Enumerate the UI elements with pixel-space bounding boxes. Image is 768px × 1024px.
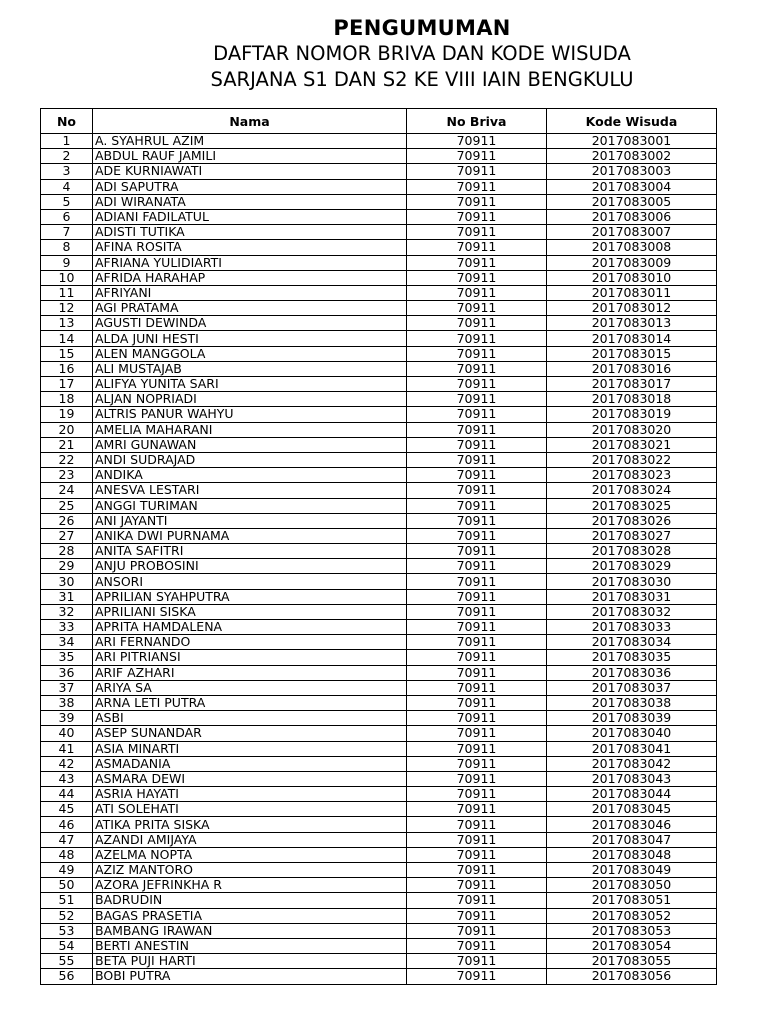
row-number: 24 xyxy=(41,483,93,498)
student-name: ATIKA PRITA SISKA xyxy=(93,817,407,832)
row-number: 23 xyxy=(41,468,93,483)
briva-number: 70911 xyxy=(407,407,547,422)
graduation-code: 2017083016 xyxy=(547,361,717,376)
table-row xyxy=(41,969,717,984)
student-name: AZORA JEFRINKHA R xyxy=(93,878,407,893)
briva-number: 70911 xyxy=(407,863,547,878)
row-number: 18 xyxy=(41,392,93,407)
table-row xyxy=(41,316,717,331)
briva-number: 70911 xyxy=(407,969,547,984)
row-number: 28 xyxy=(41,544,93,559)
briva-number: 70911 xyxy=(407,164,547,179)
briva-number: 70911 xyxy=(407,878,547,893)
row-number: 39 xyxy=(41,711,93,726)
graduation-code: 2017083005 xyxy=(547,194,717,209)
table-row xyxy=(41,938,717,953)
graduation-code: 2017083044 xyxy=(547,787,717,802)
table-row xyxy=(41,893,717,908)
graduation-code: 2017083056 xyxy=(547,969,717,984)
student-name: AGI PRATAMA xyxy=(93,301,407,316)
table-row xyxy=(41,422,717,437)
table-row xyxy=(41,285,717,300)
graduation-code: 2017083024 xyxy=(547,483,717,498)
graduation-code: 2017083028 xyxy=(547,544,717,559)
row-number: 50 xyxy=(41,878,93,893)
row-number: 32 xyxy=(41,604,93,619)
row-number: 26 xyxy=(41,513,93,528)
briva-number: 70911 xyxy=(407,528,547,543)
row-number: 56 xyxy=(41,969,93,984)
briva-number: 70911 xyxy=(407,832,547,847)
row-number: 41 xyxy=(41,741,93,756)
graduation-code: 2017083018 xyxy=(547,392,717,407)
student-name: ALEN MANGGOLA xyxy=(93,346,407,361)
table-row xyxy=(41,863,717,878)
table-row xyxy=(41,908,717,923)
row-number: 31 xyxy=(41,589,93,604)
briva-number: 70911 xyxy=(407,346,547,361)
graduation-code: 2017083017 xyxy=(547,377,717,392)
row-number: 25 xyxy=(41,498,93,513)
student-name: ARI PITRIANSI xyxy=(93,650,407,665)
student-name: ASEP SUNANDAR xyxy=(93,726,407,741)
student-name: ANGGI TURIMAN xyxy=(93,498,407,513)
student-name: ANDIKA xyxy=(93,468,407,483)
briva-number: 70911 xyxy=(407,923,547,938)
student-name: BOBI PUTRA xyxy=(93,969,407,984)
graduates-table xyxy=(40,108,717,985)
student-name: APRILIAN SYAHPUTRA xyxy=(93,589,407,604)
briva-number: 70911 xyxy=(407,787,547,802)
graduation-code: 2017083010 xyxy=(547,270,717,285)
table-row xyxy=(41,483,717,498)
table-row xyxy=(41,346,717,361)
row-number: 4 xyxy=(41,179,93,194)
row-number: 2 xyxy=(41,149,93,164)
row-number: 45 xyxy=(41,802,93,817)
student-name: ASMADANIA xyxy=(93,756,407,771)
row-number: 16 xyxy=(41,361,93,376)
student-name: ASRIA HAYATI xyxy=(93,787,407,802)
graduation-code: 2017083006 xyxy=(547,209,717,224)
briva-number: 70911 xyxy=(407,452,547,467)
row-number: 40 xyxy=(41,726,93,741)
row-number: 6 xyxy=(41,209,93,224)
row-number: 38 xyxy=(41,695,93,710)
row-number: 19 xyxy=(41,407,93,422)
table-row xyxy=(41,559,717,574)
row-number: 55 xyxy=(41,954,93,969)
student-name: ARNA LETI PUTRA xyxy=(93,695,407,710)
briva-number: 70911 xyxy=(407,680,547,695)
briva-number: 70911 xyxy=(407,301,547,316)
student-name: ADI SAPUTRA xyxy=(93,179,407,194)
row-number: 42 xyxy=(41,756,93,771)
table-row xyxy=(41,695,717,710)
graduation-code: 2017083052 xyxy=(547,908,717,923)
student-name: ADI WIRANATA xyxy=(93,194,407,209)
table-row xyxy=(41,756,717,771)
header-kode-wisuda: Kode Wisuda xyxy=(547,109,717,134)
row-number: 10 xyxy=(41,270,93,285)
table-row xyxy=(41,544,717,559)
briva-number: 70911 xyxy=(407,240,547,255)
briva-number: 70911 xyxy=(407,285,547,300)
row-number: 34 xyxy=(41,635,93,650)
briva-number: 70911 xyxy=(407,635,547,650)
student-name: ANESVA LESTARI xyxy=(93,483,407,498)
graduation-code: 2017083011 xyxy=(547,285,717,300)
row-number: 12 xyxy=(41,301,93,316)
table-row xyxy=(41,741,717,756)
briva-number: 70911 xyxy=(407,422,547,437)
graduation-code: 2017083002 xyxy=(547,149,717,164)
student-name: ADIANI FADILATUL xyxy=(93,209,407,224)
briva-number: 70911 xyxy=(407,711,547,726)
briva-number: 70911 xyxy=(407,270,547,285)
table-row xyxy=(41,301,717,316)
briva-number: 70911 xyxy=(407,908,547,923)
table-row xyxy=(41,164,717,179)
graduation-code: 2017083037 xyxy=(547,680,717,695)
student-name: ALI MUSTAJAB xyxy=(93,361,407,376)
student-name: AZANDI AMIJAYA xyxy=(93,832,407,847)
graduation-code: 2017083038 xyxy=(547,695,717,710)
graduation-code: 2017083007 xyxy=(547,225,717,240)
student-name: ANJU PROBOSINI xyxy=(93,559,407,574)
graduation-code: 2017083048 xyxy=(547,847,717,862)
row-number: 29 xyxy=(41,559,93,574)
row-number: 17 xyxy=(41,377,93,392)
graduation-code: 2017083009 xyxy=(547,255,717,270)
briva-number: 70911 xyxy=(407,225,547,240)
graduation-code: 2017083004 xyxy=(547,179,717,194)
student-name: ANDI SUDRAJAD xyxy=(93,452,407,467)
briva-number: 70911 xyxy=(407,437,547,452)
briva-number: 70911 xyxy=(407,255,547,270)
student-name: AFINA ROSITA xyxy=(93,240,407,255)
graduation-code: 2017083046 xyxy=(547,817,717,832)
briva-number: 70911 xyxy=(407,574,547,589)
row-number: 44 xyxy=(41,787,93,802)
briva-number: 70911 xyxy=(407,209,547,224)
row-number: 20 xyxy=(41,422,93,437)
briva-number: 70911 xyxy=(407,771,547,786)
briva-number: 70911 xyxy=(407,650,547,665)
row-number: 5 xyxy=(41,194,93,209)
table-row xyxy=(41,437,717,452)
row-number: 30 xyxy=(41,574,93,589)
graduation-code: 2017083034 xyxy=(547,635,717,650)
graduation-code: 2017083033 xyxy=(547,620,717,635)
student-name: AGUSTI DEWINDA xyxy=(93,316,407,331)
student-name: ARIYA SA xyxy=(93,680,407,695)
graduation-code: 2017083036 xyxy=(547,665,717,680)
table-row xyxy=(41,361,717,376)
row-number: 7 xyxy=(41,225,93,240)
table-row xyxy=(41,209,717,224)
briva-number: 70911 xyxy=(407,513,547,528)
table-row xyxy=(41,771,717,786)
briva-number: 70911 xyxy=(407,316,547,331)
briva-number: 70911 xyxy=(407,604,547,619)
briva-number: 70911 xyxy=(407,134,547,149)
student-name: AFRIDA HARAHAP xyxy=(93,270,407,285)
student-name: BAMBANG IRAWAN xyxy=(93,923,407,938)
table-row xyxy=(41,498,717,513)
graduation-code: 2017083027 xyxy=(547,528,717,543)
row-number: 1 xyxy=(41,134,93,149)
student-name: APRITA HAMDALENA xyxy=(93,620,407,635)
table-row xyxy=(41,528,717,543)
briva-number: 70911 xyxy=(407,498,547,513)
table-row xyxy=(41,574,717,589)
row-number: 54 xyxy=(41,938,93,953)
graduation-code: 2017083022 xyxy=(547,452,717,467)
briva-number: 70911 xyxy=(407,468,547,483)
row-number: 53 xyxy=(41,923,93,938)
briva-number: 70911 xyxy=(407,893,547,908)
table-row xyxy=(41,680,717,695)
briva-number: 70911 xyxy=(407,179,547,194)
briva-number: 70911 xyxy=(407,695,547,710)
table-row xyxy=(41,240,717,255)
student-name: ANSORI xyxy=(93,574,407,589)
briva-number: 70911 xyxy=(407,938,547,953)
graduation-code: 2017083050 xyxy=(547,878,717,893)
briva-number: 70911 xyxy=(407,361,547,376)
student-name: AFRIYANI xyxy=(93,285,407,300)
graduation-code: 2017083043 xyxy=(547,771,717,786)
graduation-code: 2017083049 xyxy=(547,863,717,878)
briva-number: 70911 xyxy=(407,544,547,559)
briva-number: 70911 xyxy=(407,149,547,164)
briva-number: 70911 xyxy=(407,589,547,604)
graduation-code: 2017083012 xyxy=(547,301,717,316)
graduation-code: 2017083008 xyxy=(547,240,717,255)
page-subtitle-line1: DAFTAR NOMOR BRIVA DAN KODE WISUDA xyxy=(213,42,631,65)
graduation-code: 2017083003 xyxy=(547,164,717,179)
briva-number: 70911 xyxy=(407,726,547,741)
student-name: ANIKA DWI PURNAMA xyxy=(93,528,407,543)
student-name: AMELIA MAHARANI xyxy=(93,422,407,437)
table-row xyxy=(41,270,717,285)
graduation-code: 2017083020 xyxy=(547,422,717,437)
row-number: 11 xyxy=(41,285,93,300)
student-name: AZELMA NOPTA xyxy=(93,847,407,862)
briva-number: 70911 xyxy=(407,756,547,771)
row-number: 35 xyxy=(41,650,93,665)
table-row xyxy=(41,452,717,467)
table-row xyxy=(41,832,717,847)
row-number: 22 xyxy=(41,452,93,467)
table-row xyxy=(41,878,717,893)
table-row xyxy=(41,255,717,270)
graduation-code: 2017083001 xyxy=(547,134,717,149)
table-row xyxy=(41,923,717,938)
table-row xyxy=(41,194,717,209)
graduation-code: 2017083023 xyxy=(547,468,717,483)
student-name: ALTRIS PANUR WAHYU xyxy=(93,407,407,422)
student-name: ASIA MINARTI xyxy=(93,741,407,756)
graduation-code: 2017083054 xyxy=(547,938,717,953)
briva-number: 70911 xyxy=(407,559,547,574)
row-number: 46 xyxy=(41,817,93,832)
student-name: ASBI xyxy=(93,711,407,726)
student-name: ADE KURNIAWATI xyxy=(93,164,407,179)
header-no: No xyxy=(41,109,93,134)
header-no-briva: No Briva xyxy=(407,109,547,134)
row-number: 48 xyxy=(41,847,93,862)
student-name: BETA PUJI HARTI xyxy=(93,954,407,969)
graduation-code: 2017083029 xyxy=(547,559,717,574)
row-number: 49 xyxy=(41,863,93,878)
graduation-code: 2017083041 xyxy=(547,741,717,756)
graduation-code: 2017083047 xyxy=(547,832,717,847)
row-number: 37 xyxy=(41,680,93,695)
table-row xyxy=(41,620,717,635)
student-name: BADRUDIN xyxy=(93,893,407,908)
briva-number: 70911 xyxy=(407,392,547,407)
student-name: BAGAS PRASETIA xyxy=(93,908,407,923)
table-row xyxy=(41,847,717,862)
briva-number: 70911 xyxy=(407,665,547,680)
student-name: A. SYAHRUL AZIM xyxy=(93,134,407,149)
graduation-code: 2017083026 xyxy=(547,513,717,528)
graduation-code: 2017083013 xyxy=(547,316,717,331)
student-name: ADISTI TUTIKA xyxy=(93,225,407,240)
table-row xyxy=(41,650,717,665)
student-name: ABDUL RAUF JAMILI xyxy=(93,149,407,164)
row-number: 47 xyxy=(41,832,93,847)
student-name: BERTI ANESTIN xyxy=(93,938,407,953)
graduation-code: 2017083035 xyxy=(547,650,717,665)
student-name: ALJAN NOPRIADI xyxy=(93,392,407,407)
student-name: AMRI GUNAWAN xyxy=(93,437,407,452)
table-row xyxy=(41,331,717,346)
row-number: 33 xyxy=(41,620,93,635)
briva-number: 70911 xyxy=(407,741,547,756)
table-row xyxy=(41,179,717,194)
table-row xyxy=(41,817,717,832)
table-row xyxy=(41,407,717,422)
graduation-code: 2017083055 xyxy=(547,954,717,969)
graduation-code: 2017083032 xyxy=(547,604,717,619)
row-number: 3 xyxy=(41,164,93,179)
student-name: APRILIANI SISKA xyxy=(93,604,407,619)
row-number: 13 xyxy=(41,316,93,331)
row-number: 51 xyxy=(41,893,93,908)
table-row xyxy=(41,134,717,149)
table-row xyxy=(41,726,717,741)
student-name: ARIF AZHARI xyxy=(93,665,407,680)
briva-number: 70911 xyxy=(407,620,547,635)
graduation-code: 2017083025 xyxy=(547,498,717,513)
row-number: 14 xyxy=(41,331,93,346)
student-name: AZIZ MANTORO xyxy=(93,863,407,878)
student-name: ALIFYA YUNITA SARI xyxy=(93,377,407,392)
table-body xyxy=(41,134,717,985)
student-name: ALDA JUNI HESTI xyxy=(93,331,407,346)
table-row xyxy=(41,711,717,726)
row-number: 9 xyxy=(41,255,93,270)
table-row xyxy=(41,954,717,969)
graduation-code: 2017083014 xyxy=(547,331,717,346)
table-row xyxy=(41,604,717,619)
row-number: 36 xyxy=(41,665,93,680)
table-row xyxy=(41,665,717,680)
briva-number: 70911 xyxy=(407,483,547,498)
briva-number: 70911 xyxy=(407,802,547,817)
graduation-code: 2017083031 xyxy=(547,589,717,604)
graduation-code: 2017083039 xyxy=(547,711,717,726)
student-name: ANI JAYANTI xyxy=(93,513,407,528)
table-row xyxy=(41,377,717,392)
row-number: 15 xyxy=(41,346,93,361)
graduation-code: 2017083045 xyxy=(547,802,717,817)
student-name: AFRIANA YULIDIARTI xyxy=(93,255,407,270)
student-name: ATI SOLEHATI xyxy=(93,802,407,817)
briva-number: 70911 xyxy=(407,377,547,392)
row-number: 52 xyxy=(41,908,93,923)
graduation-code: 2017083042 xyxy=(547,756,717,771)
table-row xyxy=(41,392,717,407)
table-row xyxy=(41,589,717,604)
student-name: ARI FERNANDO xyxy=(93,635,407,650)
student-name: ANITA SAFITRI xyxy=(93,544,407,559)
graduation-code: 2017083053 xyxy=(547,923,717,938)
table-row xyxy=(41,635,717,650)
table-row xyxy=(41,225,717,240)
graduation-code: 2017083040 xyxy=(547,726,717,741)
graduation-code: 2017083030 xyxy=(547,574,717,589)
page-title: PENGUMUMAN xyxy=(333,16,511,40)
page-subtitle-line2: SARJANA S1 DAN S2 KE VIII IAIN BENGKULU xyxy=(210,68,634,91)
row-number: 43 xyxy=(41,771,93,786)
briva-number: 70911 xyxy=(407,331,547,346)
header-nama: Nama xyxy=(93,109,407,134)
briva-number: 70911 xyxy=(407,817,547,832)
table-row xyxy=(41,468,717,483)
graduation-code: 2017083021 xyxy=(547,437,717,452)
table-row xyxy=(41,149,717,164)
table-row xyxy=(41,513,717,528)
table-header-row xyxy=(41,109,717,134)
briva-number: 70911 xyxy=(407,194,547,209)
student-name: ASMARA DEWI xyxy=(93,771,407,786)
row-number: 8 xyxy=(41,240,93,255)
graduation-code: 2017083051 xyxy=(547,893,717,908)
graduation-code: 2017083019 xyxy=(547,407,717,422)
table-row xyxy=(41,787,717,802)
briva-number: 70911 xyxy=(407,847,547,862)
row-number: 27 xyxy=(41,528,93,543)
table-row xyxy=(41,802,717,817)
graduation-code: 2017083015 xyxy=(547,346,717,361)
row-number: 21 xyxy=(41,437,93,452)
briva-number: 70911 xyxy=(407,954,547,969)
